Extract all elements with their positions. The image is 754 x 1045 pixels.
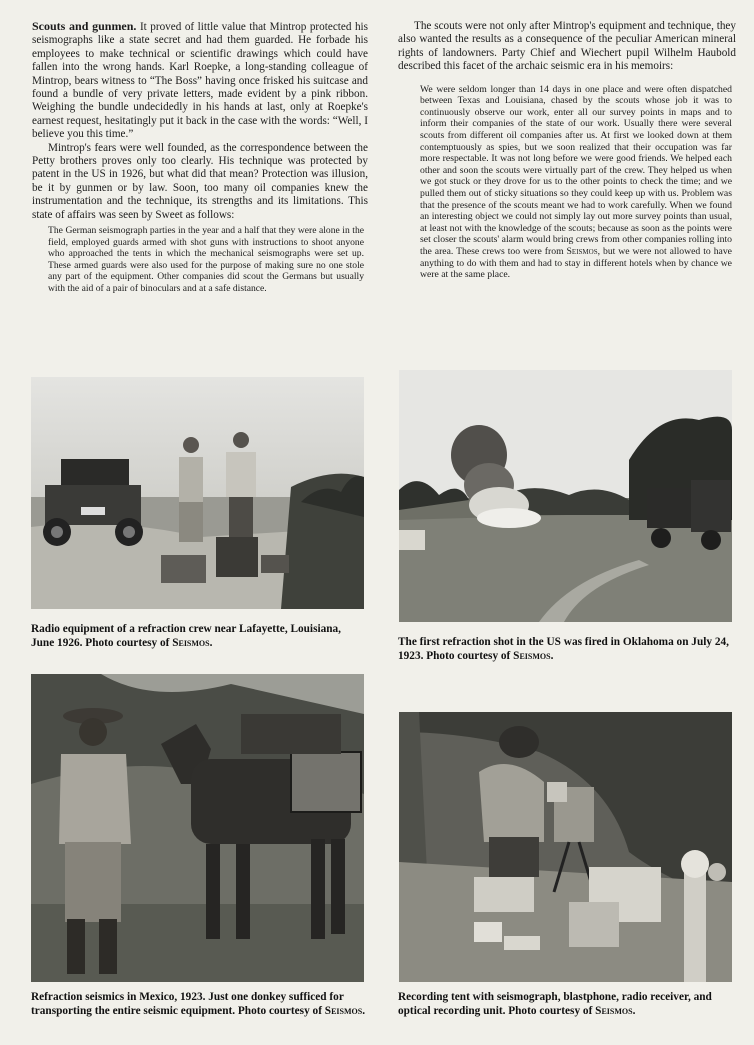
caption-mexico-donkey [31, 991, 367, 1018]
left-column [32, 20, 368, 294]
photo-mexico-donkey [31, 674, 364, 982]
caption-text: Refraction seismics in Mexico, 1923. Just one donkey sufficed for transporting the entire seismic equipment. Photo courtesy of [31, 991, 344, 1017]
seismos-name: Seismos [566, 245, 598, 257]
seismos-name: Seismos [595, 1004, 633, 1017]
caption-period: . [362, 1004, 366, 1017]
quote-sweet: The German seismograph parties in the year and a half that they were alone in the field, employed guards armed with shot guns with instructions to shoot anyone who approached the tents in which the mechanical seismographs were set up. These armed guards were also used for the purpose of making sure no one stole any part of the equipment. Other companies did scout the Germans but usually with the aid of a pair of binoculars and at a safe distance. [48, 225, 364, 294]
photo-first-refraction-shot [399, 370, 732, 622]
section-heading: Scouts and gunmen. [32, 19, 137, 33]
quote-haubold [420, 84, 736, 281]
caption-text: The first refraction shot in the US was fired in Oklahoma on July 24, 1923. Photo courtesy of [398, 636, 729, 662]
photo-radio-equipment [31, 377, 364, 609]
photo-recording-tent [399, 712, 732, 982]
quote-haubold-part-a: We were seldom longer than 14 days in one place and were often dispatched between Texas and Louisiana, chased by the scouts whose job it was to continuously observe our work, enter all our survey points in maps and to inform their companies of the state of our work. Usually there were several scouts from different oil companies after us. At first we looked down at them contemptuously as spies, but we soon realized that their occupation was far more respectable. It was not long before we were good friends. We helped each other and soon the scouts were virtually part of the crew. They helped us when we got stuck or they drove for us to the other points to check the time; and we pulled them out of sticky situations so they could keep up with us. Problem was that the presence of the scouts meant we had to work carefully. When we found an interesting object we could not simply lay out more survey points than usual, at least not with the knowledge of the scouts; because as soon as the points were set closer the scouts' alarm would bring crews from other companies rolling into the area. These crews too were from [420, 83, 732, 257]
seismos-name: Seismos [172, 636, 210, 649]
paragraph-body: It proved of little value that Mintrop protected his seismographs like a state secret and had them guarded. He forbade his employees to make technical or scientific drawings which could have fallen into the wrong hands. Karl Roepke, a long-standing colleague of Mintrop, bears witness to “The Boss” having once frisked his suitcase and found a bundle of very private letters, made evident by a pink ribbon. Weighing the bundle undecidedly in his hands at last, only at Roepke's earnest request, hesitatingly put it back in the case with the words: “Well, I believe you this time.” [32, 21, 369, 141]
caption-radio-equipment [31, 623, 365, 650]
paragraph-scouts-and-gunmen [32, 20, 368, 142]
seismos-name: Seismos [513, 649, 551, 662]
caption-period: . [209, 636, 213, 649]
seismos-name: Seismos [324, 1004, 363, 1017]
paragraph-scouts-results: The scouts were not only after Mintrop's equipment and technique, they also wanted the results as a consequence of the peculiar American mineral rights of landowners. Party Chief and Wiechert pupil Wilhelm Haubold described this facet of the archaic seismic era in his memoirs: [398, 20, 736, 73]
caption-text: Recording tent with seismograph, blastphone, radio receiver, and optical recording unit. Photo courtesy of [398, 991, 712, 1017]
caption-text: Radio equipment of a refraction crew near Lafayette, Louisiana, June 1926. Photo courtesy of [31, 623, 342, 649]
caption-recording-tent [398, 991, 736, 1018]
caption-period: . [550, 649, 554, 662]
quote-haubold-part-b: , but we were not allowed to have anything to do with them and had to stay in different hotels when by chance we were at the same place. [420, 245, 732, 281]
paragraph-mintrop-fears: Mintrop's fears were well founded, as the correspondence between the Petty brothers proves only too clearly. His technique was protected by patent in the US in 1926, but what did that mean? Protection was illusion, be it by gunmen or by law. Soon, too many oil companies knew the instrumentation and the technique, its strengths and its limitations. This state of affairs was seen by Sweet as follows: [32, 141, 368, 221]
right-column [398, 20, 736, 281]
caption-first-refraction-shot [398, 636, 734, 663]
caption-period: . [632, 1004, 636, 1017]
